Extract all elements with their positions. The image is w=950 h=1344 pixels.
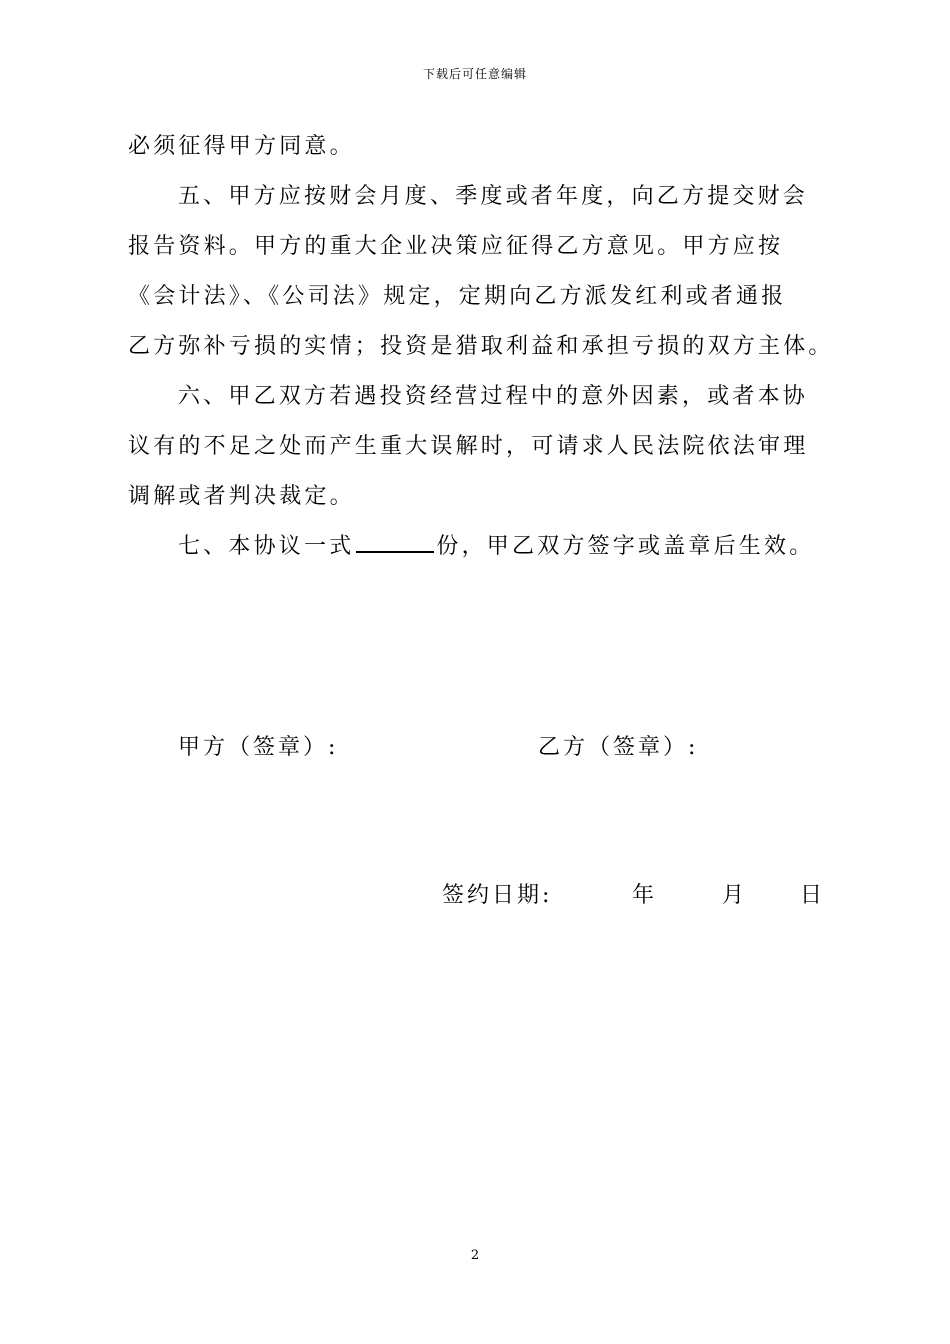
date-year-label: 年 [632,883,658,908]
body-line: 必须征得甲方同意。 [128,134,355,159]
party-a-signature-label: 甲方（签章）: [178,735,339,760]
copies-blank[interactable] [356,525,434,553]
date-day-label: 日 [800,883,826,908]
clause-7-suffix: 份，甲乙双方签字或盖章后生效。 [436,534,815,559]
date-month-label: 月 [722,883,748,908]
clause-5-line-1: 五、甲方应按财会月度、季度或者年度，向乙方提交财会 [178,184,809,209]
page-number: 2 [470,1248,480,1263]
clause-6-line-2: 议有的不足之处而产生重大误解时，可请求人民法院依法审理 [128,434,809,459]
party-b-signature-label: 乙方（签章）: [538,735,699,760]
clause-6-line-3: 调解或者判决裁定。 [128,484,355,509]
clause-7-line [128,522,828,572]
signing-date-label: 签约日期: [442,883,553,908]
clause-7-prefix: 七、本协议一式 [178,534,355,559]
clause-5-line-2: 报告资料。甲方的重大企业决策应征得乙方意见。甲方应按 [128,234,784,259]
clause-5-line-4: 乙方弥补亏损的实情；投资是猎取利益和承担亏损的双方主体。 [128,334,834,359]
agreement-body [128,122,834,572]
clause-6-line-1: 六、甲乙双方若遇投资经营过程中的意外因素，或者本协 [178,384,809,409]
page-header: 下载后可任意编辑 [422,67,527,81]
clause-5-line-3: 《会计法》、《公司法》规定，定期向乙方派发红利或者通报 [128,284,787,309]
